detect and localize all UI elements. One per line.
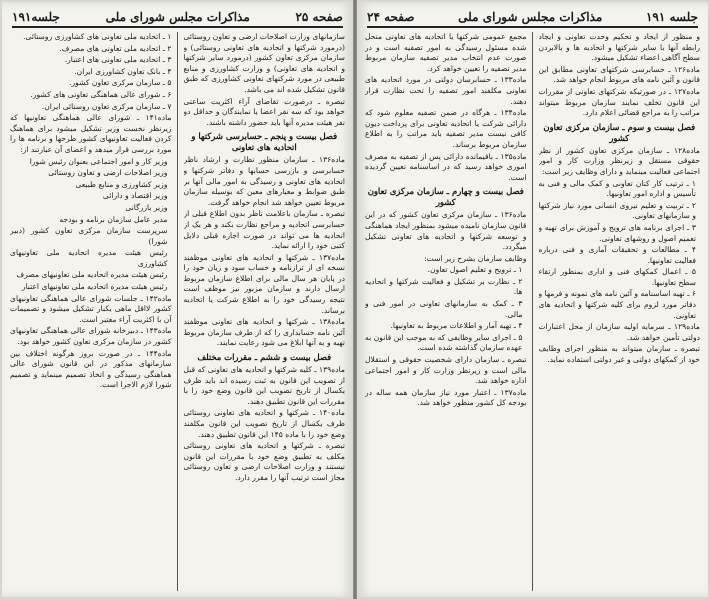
paragraph: ۱ ـ اتحادیه ملی تعاونی های کشاورزی روستائی. [23, 32, 172, 41]
paragraph: ۱ ـ ترویج و تعلیم اصول تعاون. [427, 265, 523, 275]
section-heading: فصل بیست و سوم ـ سازمان مرکزی تعاون کشور [543, 121, 696, 143]
left-page-number: صفحه ۲۵ [295, 10, 343, 24]
paragraph: ماده۱۲۸ ـ سازمان مرکزی تعاون کشور از نظر حقوقی مستقل و زیرنظر وزارت کار و امور اجتماعی فعالیت مینماید و دارای وظایف زیر است: [538, 145, 700, 176]
paragraph: ۳ ـ کمک به سازمانهای تعاونی در امور فنی و مالی. [365, 299, 523, 319]
paragraph: ماده۱۳۳ ـ حسابرسان دولتی در مورد اتحادیه های تعاونی مکلفند امور تصفیه را تحت نظارت قرار دهند. [365, 75, 527, 106]
right-page-number: صفحه ۲۴ [367, 10, 415, 24]
paragraph: ماده۱۳۵ ـ باقیمانده دارائی پس از تصفیه به مصرف اموری خواهد رسید که در اساسنامه تعیین گردیده است. [365, 151, 527, 182]
paragraph: ماده۱۳۹ ـ کلیه شرکتها و اتحادیه های تعاونی که قبل از تصویب این قانون به ثبت رسیده اند باید ظرف یکسال از تاریخ تصویب این قانون وضع خود را با مقررات این قانون تطبیق دهند. [183, 365, 345, 406]
paragraph: ماده۱۳۷ ـ اعتبار مورد نیاز سازمان همه ساله در بودجه کل کشور منظور خواهد شد. [365, 387, 527, 408]
paragraph: ماده۱۳۶ ـ سازمان مرکزی تعاون کشور که در این قانون سازمان نامیده میشود بمنظور ایجاد هماهنگی و توسعه شرکتها و اتحادیه های تعاونی تشکیل میگردد. [365, 210, 527, 252]
paragraph: ۷ ـ سازمان مرکزی تعاون روستائی ایران. [41, 101, 172, 111]
paragraph: ماده۱۳۸ ـ شرکتها و اتحادیه های تعاونی موظفند آئین نامه حسابداری را که از طرف سازمان مربوط تهیه و به آنها ابلاغ می شود رعایت نمایند. [183, 317, 345, 348]
paragraph: مدیر عامل سازمان برنامه و بودجه [59, 214, 168, 224]
paragraph: ماده۱۲۶ ـ حسابرسی شرکتهای تعاونی مطابق این قانون و آئین نامه های مربوط انجام خواهد شد. [538, 64, 700, 85]
paragraph: رئیس هیئت مدیره اتحادیه ملی تعاونیهای مصرف [16, 270, 168, 280]
left-page-title: مذاکرات مجلس شورای ملی [105, 10, 250, 24]
paragraph: ماده۱۴۳ ـ دبیرخانه شورای عالی هماهنگی تعاونیهای کشور در سازمان مرکزی تعاون کشور خواهد بود. [10, 326, 172, 347]
paragraph: ۳ ـ اتحادیه ملی تعاونی های اعتبار. [64, 55, 172, 65]
section-heading: فصل بیست و چهارم ـ سازمان مرکزی تعاون کشور [367, 186, 524, 208]
paragraph: رئیس هیئت مدیره اتحادیه ملی تعاونیهای اعتبار [21, 282, 168, 292]
paragraph: ماده۱۲۹ ـ سرمایه اولیه سازمان از محل اعتبارات دولتی تأمین خواهد شد. [538, 322, 700, 342]
paragraph: وزیر بازرگانی [125, 202, 168, 212]
paragraph: ماده۱۴۴ ـ در صورت بروز هرگونه اختلاف بین سازمانهای مذکور در این قانون شورای عالی هماهنگی رسیدگی و اتخاذ تصمیم مینماید و تصمیم شورا لازم الاجرا است. [10, 348, 172, 390]
paragraph: ماده۱۳۶ ـ سازمان منظور نظارت و ارشاد ناظر حسابرسی و بازرسی حسابها و دفاتر شرکتها و اتحادیه های تعاونی و رسیدگی به امور مالی آنها بر طبق ضوابط و معیارهای معین که بوسیله سازمان مربوط تعیین خواهد شد انجام خواهد گرفت. [183, 155, 345, 207]
right-page-title: مذاکرات مجلس شورای ملی [458, 10, 603, 24]
right-page [357, 2, 708, 597]
right-page-column-left [365, 32, 533, 591]
paragraph: ۵ ـ اعمال کمکهای فنی و اداری بمنظور ارتقاء سطح تعاونیها. [538, 267, 696, 287]
paragraph: ۵ ـ سازمان مرکزی تعاون کشور. [69, 78, 172, 88]
paragraph: وزیر کشاورزی و منابع طبیعی [75, 179, 168, 189]
paragraph: سازمانهای وزارت اصلاحات ارضی و تعاون روستائی (درمورد شرکتها و اتحادیه های تعاونی روستائی) و سازمان مرکزی تعاون کشور (درمورد سایر شرکتها و اتحادیه های تعاونی) و وزارت کشاورزی و منابع طبیعی در مورد شرکتهای تعاونی کشاورزی که طبق قانون تشکیل شده اند می باشد. [183, 32, 345, 94]
paragraph: مجمع عمومی شرکتها یا اتحادیه های تعاونی منحل شده مسئول رسیدگی به امور تصفیه است و در صورت عدم انتخاب مدیر تصفیه سازمان مربوط مدیر تصفیه را تعیین خواهد کرد. [365, 32, 527, 73]
paragraph: ۵ ـ اجرای سایر وظایفی که به موجب این قانون به عهده سازمان گذاشته شده است. [365, 332, 523, 353]
paragraph: تبصره ـ سازمان باعلامت ناظر بدون اطلاع قبلی از حسابرسی اتحادیه و مراجع نظارت بکند و هر یک از اتحادیه ها می تواند در صورت اجازه قبلی دلایل کتبی خود را ارائه نماید. [183, 209, 345, 251]
paragraph: تبصره ـ سازمان میتواند به منظور اجرای وظایف خود از کمکهای دولتی و غیر دولتی استفاده نماید. [538, 344, 700, 365]
paragraph: و منظور از ایجاد و تحکیم وحدت تعاونی و ایجاد رابطه آنها با سایر شرکتها و اتحادیه ها و بالابردن سطح آگاهی اعضاء تشکیل میشود. [538, 32, 700, 63]
paragraph: ماده۱۴۱ ـ شورای عالی هماهنگی تعاونیها که زیرنظر نخست وزیر تشکیل میشود برای هماهنگ کردن فعالیت تعاونیهای کشور طرحها و برنامه ها را مورد بررسی قرار میدهد و اعضای آن عبارتند از: [10, 113, 172, 154]
paragraph: ۱ ـ ترتیب کار کنان تعاونی و کمک مالی و فنی به تأسیس و اداره امور تعاونیها. [538, 178, 696, 199]
left-page-session: جلسه۱۹۱ [12, 10, 60, 24]
right-page-columns [365, 32, 700, 591]
paragraph: ۲ ـ اتحادیه ملی تعاونی های مصرف. [59, 43, 172, 53]
paragraph: ۴ ـ بانک تعاون کشاورزی ایران. [74, 66, 172, 76]
left-page-header [12, 8, 343, 28]
paragraph: وزیر کار و امور اجتماعی بعنوان رئیس شورا [29, 156, 168, 166]
right-page-header [367, 8, 698, 28]
section-heading: فصل بیست و ششم ـ مقررات مختلف [197, 352, 332, 363]
paragraph: ۴ ـ تهیه آمار و اطلاعات مربوط به تعاونیها. [390, 321, 523, 331]
left-page-column-right [184, 32, 346, 591]
paragraph: ۶ ـ شورای عالی هماهنگی تعاونی های کشور. [30, 89, 172, 99]
section-heading: فصل بیست و پنجم ـ حسابرسی شرکتها و اتحادیه های تعاونی [191, 131, 338, 153]
paragraph: ماده۱۴۲ ـ جلسات شورای عالی هماهنگی تعاونیهای کشور لااقل ماهی یکبار تشکیل میشود و تصمیمات آن با اکثریت آراء معتبر است. [10, 293, 172, 324]
paragraph: ۶ ـ تهیه اساسنامه و آئین نامه های نمونه و فرمها و دفاتر مورد لزوم برای کلیه شرکتها و اتحادیه های تعاونی. [538, 289, 696, 320]
paragraph: ماده۱۳۴ ـ هرگاه در ضمن تصفیه معلوم شود که دارائی شرکت یا اتحادیه تعاونی برای پرداخت دیون کافی نیست مدیر تصفیه باید مراتب را به اطلاع سازمان مربوط برساند. [365, 108, 527, 149]
paragraph: ماده۱۲۷ ـ در صورتیکه شرکتهای تعاونی از مقررات این قانون تخلف نمایند سازمان مربوط میتواند مراتب را به مراجع قضائی اعلام دارد. [538, 86, 700, 118]
paragraph: ۲ ـ تربیت و تعلیم نیروی انسانی مورد نیاز شرکتها و سازمانهای تعاونی. [538, 200, 696, 221]
paragraph: وزیر اصلاحات ارضی و تعاون روستائی [48, 168, 168, 178]
right-page-column-right [539, 32, 701, 591]
paragraph: تبصره ـ درصورت تقاضای آراء اکثریت ساعتی خواهد بود که سه نفر اعضا یا نمایندگان و حداقل دو نفر هیئت مدیره آنها باید حضور داشته باشند. [183, 96, 345, 127]
left-page [2, 2, 353, 597]
left-page-columns [10, 32, 345, 591]
paragraph: ۳ ـ اجرای برنامه های ترویج و آموزش برای تهیه و تعمیم اصول و روشهای تعاونی. [538, 222, 696, 243]
left-page-column-left [10, 32, 178, 591]
paragraph: رئیس هیئت مدیره اتحادیه ملی تعاونیهای کشاورزی [10, 248, 168, 268]
paragraph: ۲ ـ نظارت بر تشکیل و فعالیت شرکتها و اتحادیه ها. [365, 276, 523, 297]
paragraph: ماده۱۴۰ ـ شرکتها و اتحادیه های تعاونی روستائی ظرف یکسال از تاریخ تصویب این قانون مکلفند وضع خود را با ماده ۱۴۵ این قانون تطبیق دهند. [183, 408, 345, 439]
paragraph: وزیر اقتصاد و دارائی [102, 191, 168, 201]
paragraph: ماده۱۳۷ ـ شرکتها و اتحادیه های تعاونی موظفند نسخه ای از ترازنامه و حساب سود و زیان خود را در پایان هر سال مالی برای اطلاع سازمان مربوط ارسال دارند و سازمان مزبور نیز موظف است نتیجه رسیدگی خود را به اطلاع شرکت یا اتحادیه برساند. [183, 252, 345, 315]
paragraph: تبصره ـ سازمان دارای شخصیت حقوقی و استقلال مالی است و زیرنظر وزارت کار و امور اجتماعی اداره خواهد شد. [365, 355, 527, 386]
paragraph: وظایف سازمان بشرح زیر است: [424, 253, 527, 263]
paragraph: سرپرست سازمان مرکزی تعاون کشور (دبیر شورا) [10, 226, 168, 246]
paragraph: ۴ ـ مطالعات و تحقیقات آماری و فنی درباره فعالیت تعاونیها. [538, 245, 696, 265]
right-page-session: جلسه ۱۹۱ [645, 10, 698, 24]
paragraph: تبصره ـ شرکتها و اتحادیه های تعاونی روستائی مکلف به تطبیق وضع خود با مقررات این قانون نیستند و وزارت اصلاحات ارضی و تعاون روستائی مجاز است ترتیب آنها را مقرر دارد. [183, 441, 345, 482]
